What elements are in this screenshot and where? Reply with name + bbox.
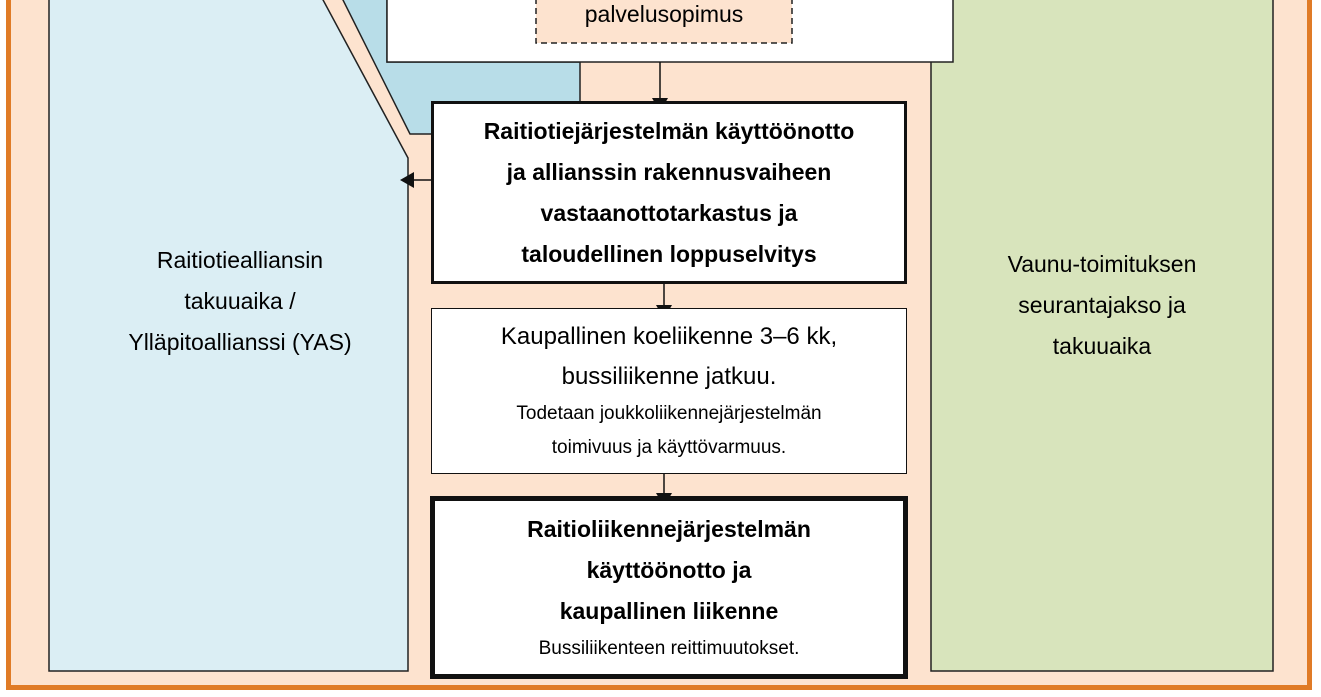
left-line-2: takuuaika / [184, 288, 296, 314]
dashed-box-label: palvelusopimus [584, 1, 744, 27]
box3-line-3: kaupallinen liikenne [559, 598, 779, 624]
box2-small-1: Todetaan joukkoliikennejärjestelmän [516, 403, 822, 424]
right-panel-label [931, 244, 1273, 367]
box2-line-1: Kaupallinen koeliikenne 3–6 kk, [500, 323, 838, 350]
box2-small-2: toimivuus ja käyttövarmuus. [551, 437, 787, 458]
left-panel-label [60, 240, 420, 363]
box-commissioning [431, 101, 907, 284]
box3-small-1: Bussiliikenteen reittimuutokset. [538, 638, 800, 659]
box1-line-4: taloudellinen loppuselvitys [521, 240, 817, 267]
right-line-2: seurantajakso ja [1018, 292, 1186, 318]
box3-line-1: Raitioliikennejärjestelmän [527, 516, 811, 542]
box1-line-2: ja allianssin rakennusvaiheen [506, 158, 832, 185]
box-trial-traffic [431, 308, 907, 474]
box1-line-1: Raitiotiejärjestelmän käyttöönotto [483, 117, 855, 144]
left-line-3: Ylläpitoallianssi (YAS) [128, 329, 352, 355]
box1-line-3: vastaanottotarkastus ja [540, 199, 798, 226]
left-line-1: Raitiotiealliansin [156, 247, 324, 273]
box-commercial-traffic [430, 496, 908, 679]
box3-line-2: käyttöönotto ja [586, 557, 752, 583]
right-line-1: Vaunu-toimituksen [1007, 251, 1197, 277]
right-line-3: takuuaika [1052, 333, 1152, 359]
box2-line-2: bussiliikenne jatkuu. [561, 363, 777, 390]
